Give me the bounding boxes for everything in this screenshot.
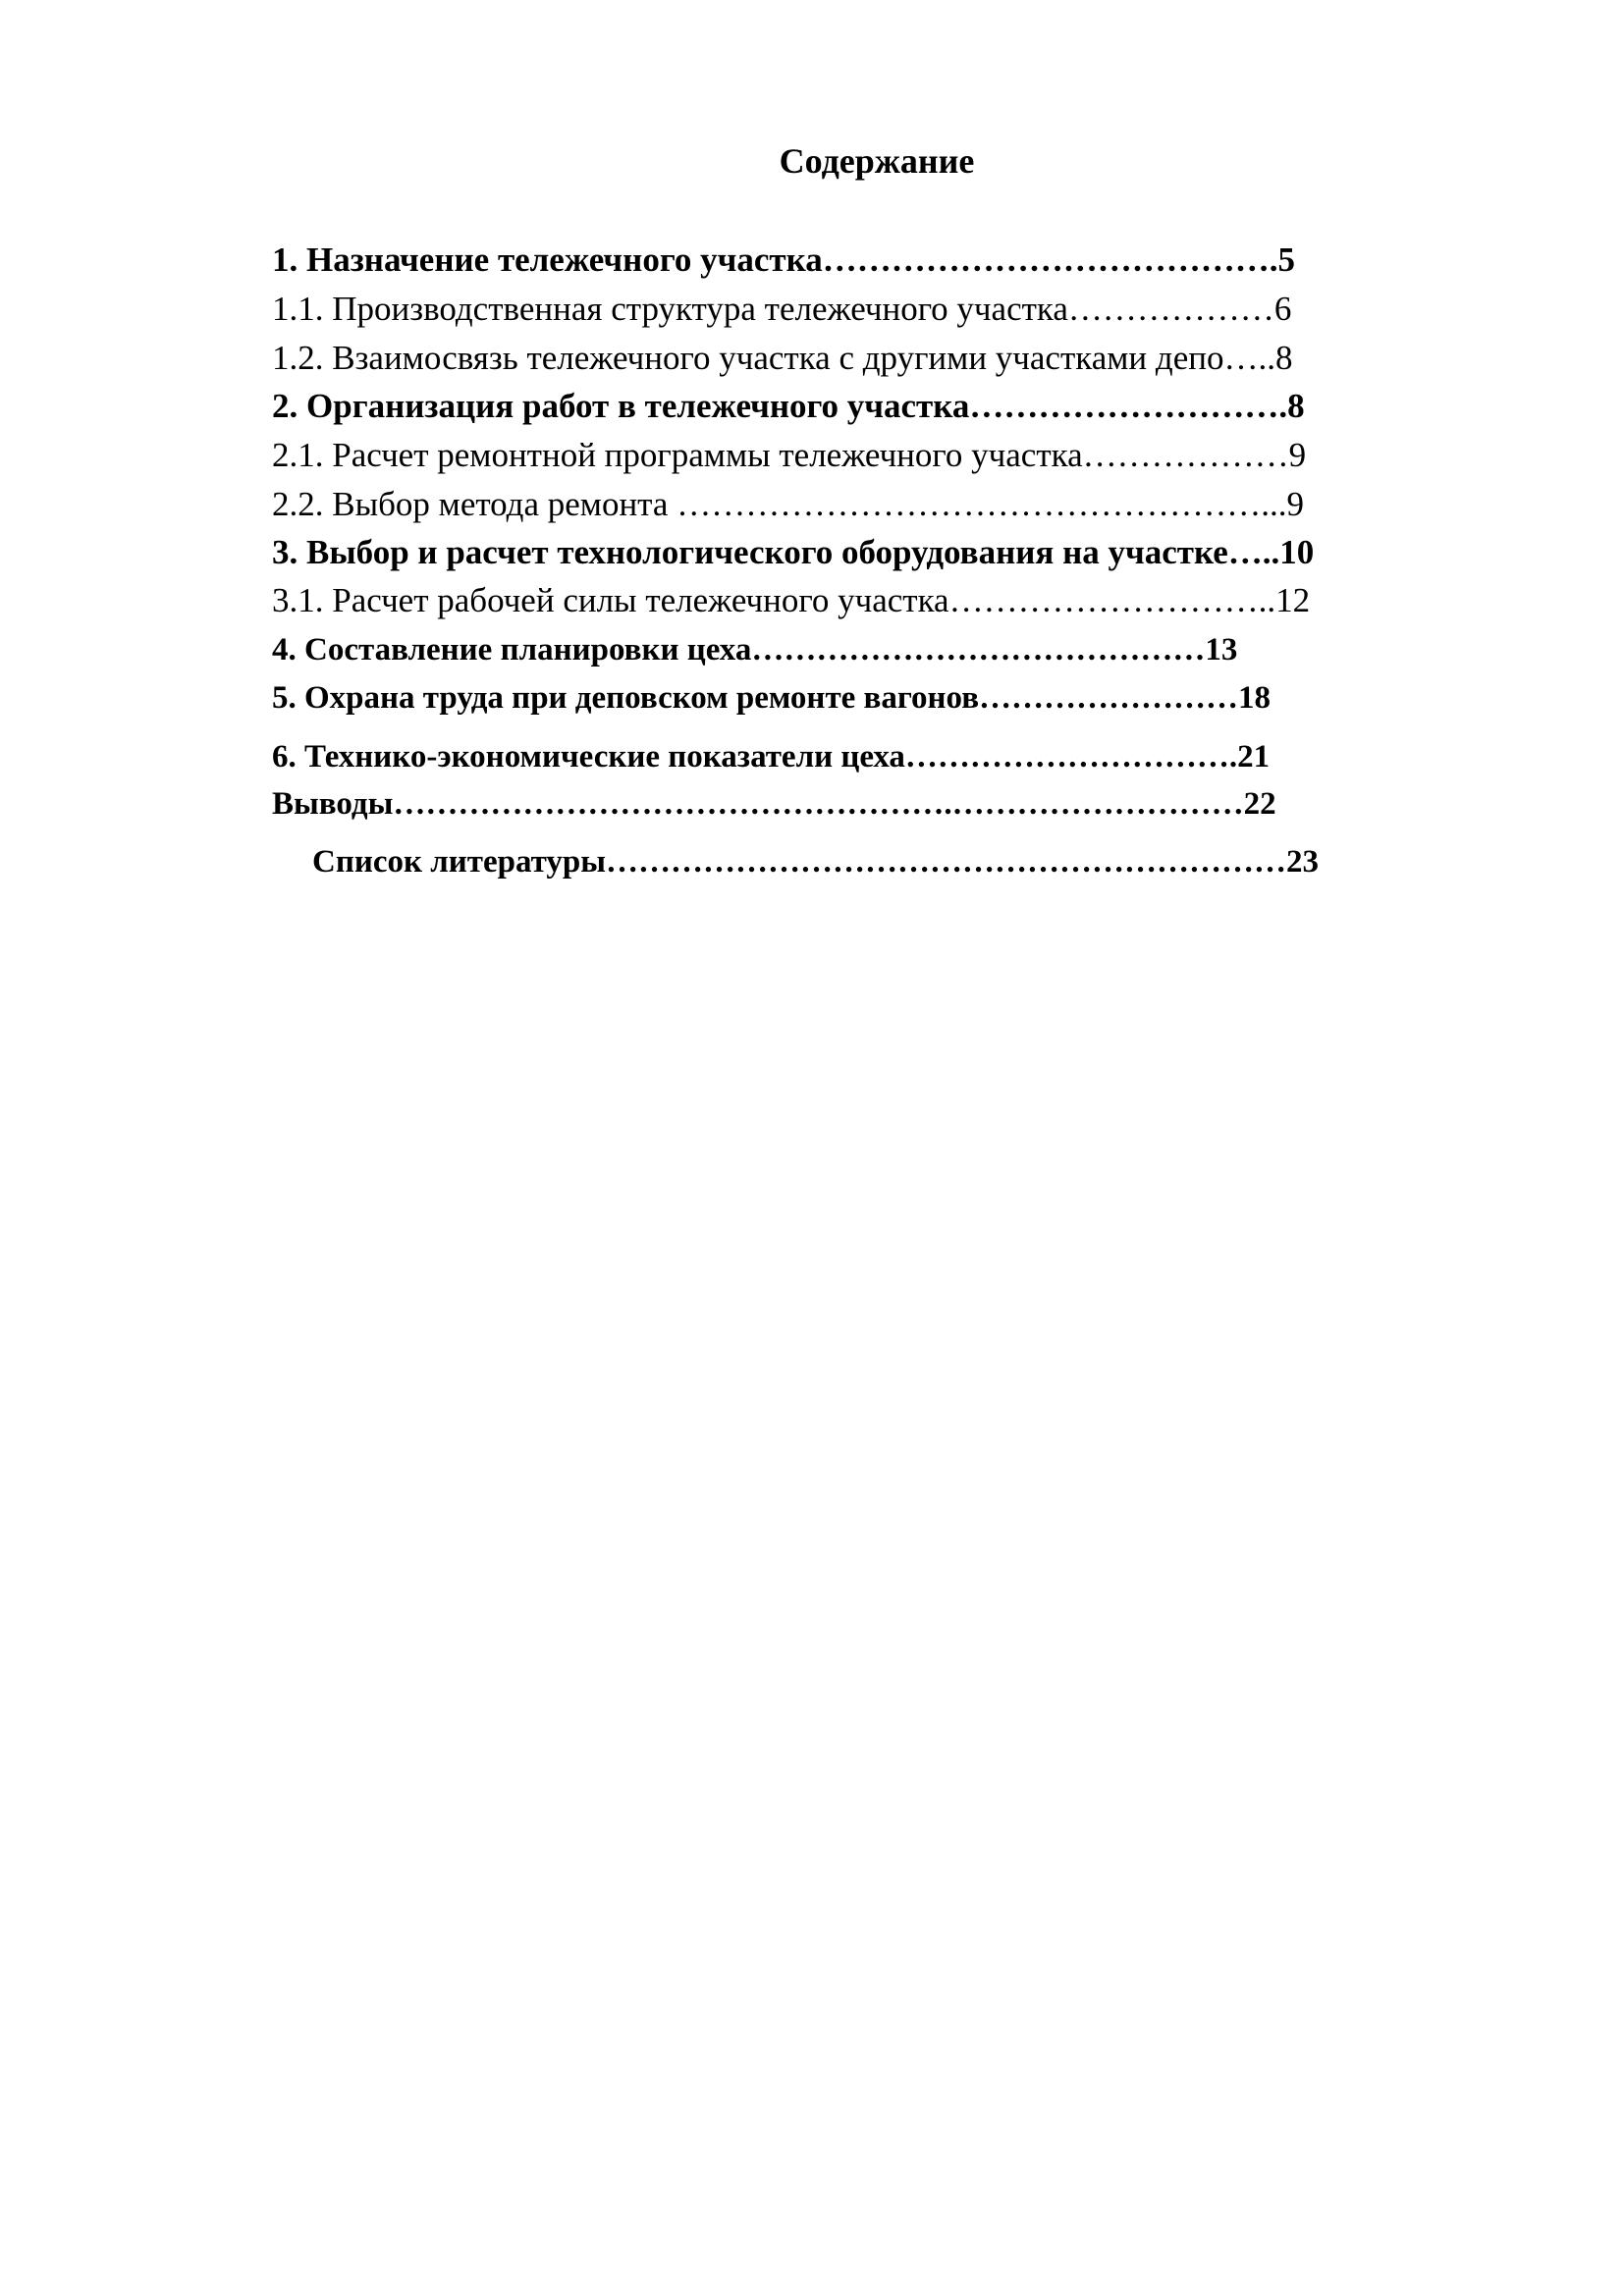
toc-entry-3-1: 3.1. Расчет рабочей силы тележечного участка………………………..12 <box>272 581 1311 619</box>
toc-entry-6: 6. Технико-экономические показатели цеха………………………….21 <box>272 739 1271 774</box>
toc-entry-references: Список литературы………………………………………………………23 <box>312 844 1320 880</box>
toc-entry-5: 5. Охрана труда при деповском ремонте вагонов……………………18 <box>272 680 1272 716</box>
toc-entry-3: 3. Выбор и расчет технологического оборудования на участке…..10 <box>272 533 1315 571</box>
toc-entry-2-2: 2.2. Выбор метода ремонта ……………………………………………...9 <box>272 485 1304 523</box>
toc-entry-1-2: 1.2. Взаимосвязь тележечного участка с другими участками депо…..8 <box>272 339 1293 377</box>
toc-entry-1-1: 1.1. Производственная структура тележечного участка………………6 <box>272 290 1292 328</box>
toc-entry-2: 2. Организация работ в тележечного участка……………………….8 <box>272 387 1305 425</box>
toc-entry-conclusions: Выводы…………………………………………….………………………22 <box>272 786 1276 822</box>
toc-entry-2-1: 2.1. Расчет ремонтной программы тележечного участка………………9 <box>272 436 1307 474</box>
toc-title: Содержание <box>779 141 975 181</box>
toc-entry-1: 1. Назначение тележечного участка………………………………….5 <box>272 240 1295 279</box>
toc-entry-4: 4. Составление планировки цеха……………………………………13 <box>272 632 1238 667</box>
